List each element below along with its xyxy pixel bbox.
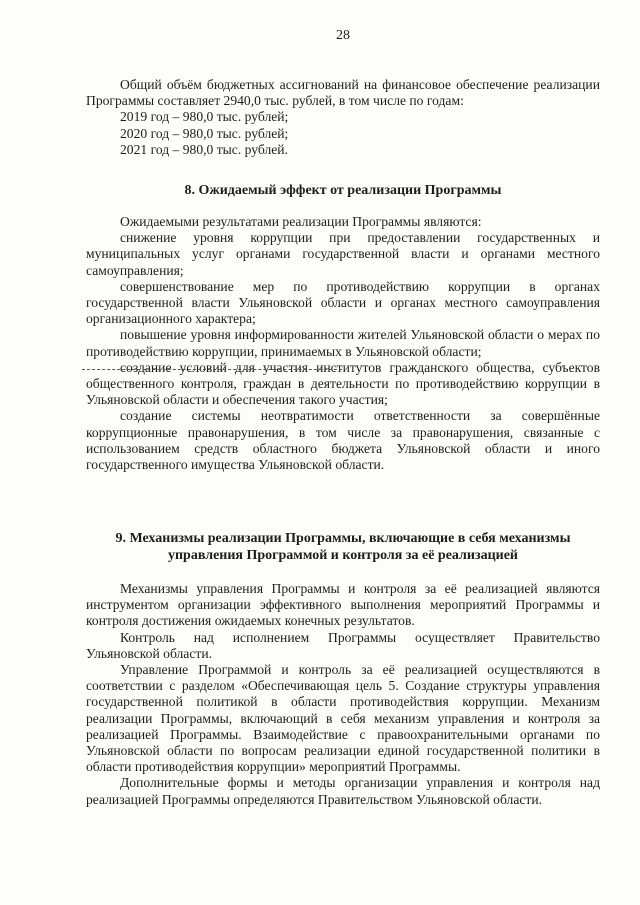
budget-year-2020: 2020 год – 980,0 тыс. рублей; bbox=[120, 125, 289, 141]
expected-result-5: создание системы неотвратимости ответственности за совершённые коррупционные правонарушения, в том числе за правонарушения, связанные с использованием средств областного бюджета Ульяновской области и иного государственного имущества Ульяновской области. bbox=[86, 408, 600, 473]
section-8-body bbox=[86, 214, 600, 473]
budget-year-2021: 2021 год – 980,0 тыс. рублей. bbox=[120, 141, 288, 157]
budget-section bbox=[86, 77, 600, 158]
section-8-intro: Ожидаемыми результатами реализации Программы являются: bbox=[120, 214, 482, 229]
expected-result-1: снижение уровня коррупции при предоставлении государственных и муниципальных услуг органами государственной власти и органами местного самоуправления; bbox=[86, 230, 600, 278]
section-8 bbox=[86, 182, 600, 199]
page-number: 28 bbox=[336, 28, 350, 43]
budget-intro: Общий объём бюджетных ассигнований на финансовое обеспечение реализации Программы составляет 2940,0 тыс. рублей, в том числе по годам: bbox=[86, 77, 600, 109]
section-9-paragraph-4: Дополнительные формы и методы организации управления и контроля над реализацией Программы определяются Правительством Ульяновской области. bbox=[86, 775, 600, 807]
section-9-paragraph-2: Контроль над исполнением Программы осуществляет Правительство Ульяновской области. bbox=[86, 629, 600, 661]
section-9-title-line2: управления Программой и контроля за её реализацией bbox=[167, 548, 518, 563]
scan-dash-artifact bbox=[82, 369, 342, 370]
section-8-title: 8. Ожидаемый эффект от реализации Программы bbox=[184, 183, 502, 198]
expected-result-2: совершенствование мер по противодействию коррупции в органах государственной власти Ульяновской области и органах местного самоуправления организационного характера; bbox=[86, 278, 600, 327]
section-9-title-line1: 9. Механизмы реализации Программы, включающие в себя механизмы bbox=[115, 531, 571, 546]
expected-result-3: повышение уровня информированности жителей Ульяновской области о мерах по противодействию коррупции, принимаемых в Ульяновской области; bbox=[86, 327, 600, 359]
budget-year-2019: 2019 год – 980,0 тыс. рублей; bbox=[120, 109, 289, 125]
section-9-body bbox=[86, 581, 600, 808]
section-9-paragraph-3: Управление Программой и контроль за её реализацией осуществляются в соответствии с разделом «Обеспечивающая цель 5. Создание структуры управления государственной политикой в области противодействия коррупции. Механизм реализации Программы, включающий в себя механизм управления и контроля за реализацией Программы. Взаимодействие с правоохранительными органами по Ульяновской области по вопросам реализации единой государственной политики в области противодействия коррупции» мероприятий Программы. bbox=[86, 662, 600, 775]
section-9-paragraph-1: Механизмы управления Программы и контроля за её реализацией являются инструментом организации эффективного выполнения мероприятий Программы и контроля достижения ожидаемых конечных результатов. bbox=[86, 581, 600, 629]
section-9 bbox=[86, 530, 600, 564]
expected-result-4: создание условий для участия институтов гражданского общества, субъектов общественного контроля, граждан в деятельности по противодействию коррупции в Ульяновской области и обеспечения такого участия; bbox=[86, 359, 600, 408]
